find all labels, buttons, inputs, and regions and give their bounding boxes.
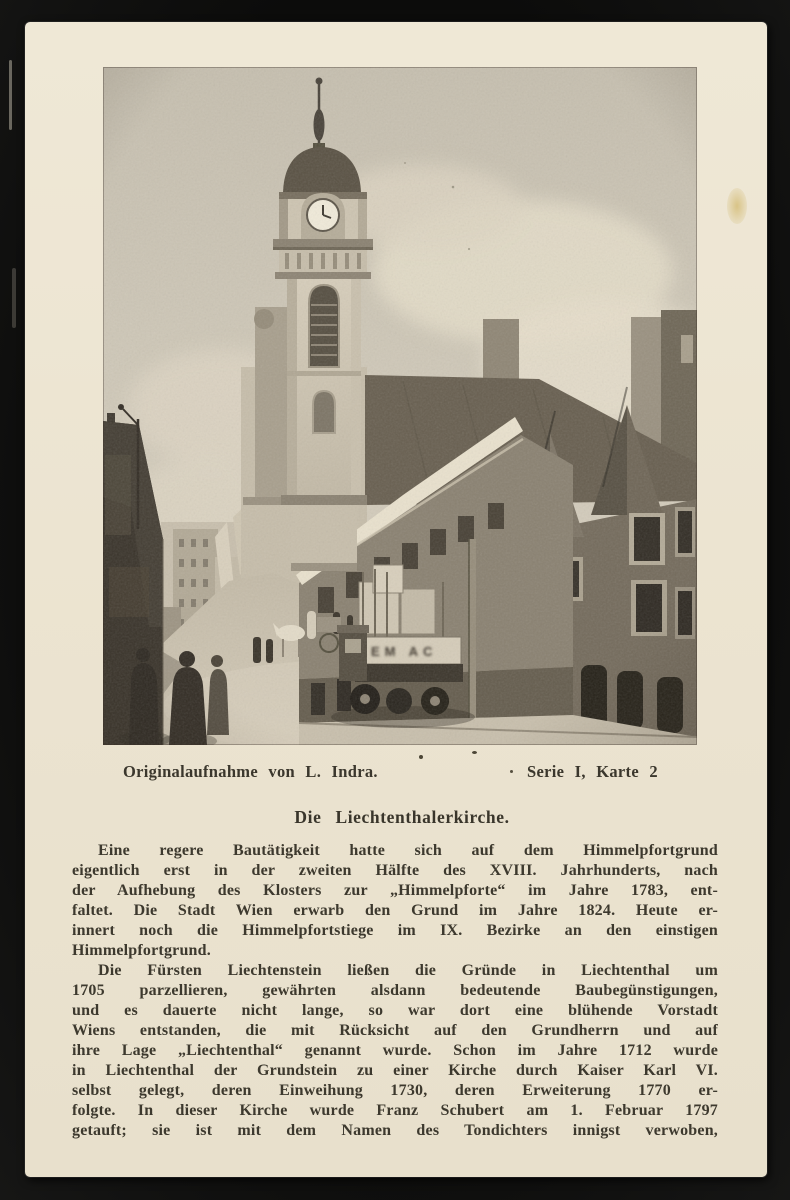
body-line: eigentlich erst in der zweiten Hälfte des XVIII. Jahrhunderts, nach [72,862,718,879]
body-line: selbst gelegt, deren Einweihung 1730, deren Erweiterung 1770 er- [72,1082,718,1099]
body-text [72,841,718,1141]
street-photo-illustration [103,67,697,745]
body-line: Wiens entstanden, die mit Rücksicht auf den Grundherrn und auf [72,1022,718,1039]
scan-artifact [9,60,12,130]
body-line: Die Fürsten Liechtenstein ließen die Gründe in Liechtenthal um [98,962,718,979]
photo-credit: Originalaufnahme von L. Indra. [123,762,378,781]
body-line: ihre Lage „Liechtenthal“ genannt wurde. Schon im Jahre 1712 wurde [72,1042,718,1059]
body-line: und es dauerte nicht lange, so war dort eine blühende Vorstadt [72,1002,718,1019]
print-speck [419,755,423,759]
page-title: Die Liechtenthalerkirche. [294,807,510,827]
scan-artifact [12,268,16,328]
series-label: Serie I, Karte 2 [527,762,658,781]
body-line: folgte. In dieser Kirche wurde Franz Schubert am 1. Februar 1797 [72,1102,718,1119]
print-speck [472,751,477,754]
print-speck [510,770,513,773]
body-line: faltet. Die Stadt Wien erwarb den Grund im Jahre 1824. Heute er- [72,902,718,919]
body-line: 1705 parzellieren, gewährten alsdann bedeutende Baubegünstigungen, [72,982,718,999]
body-line: der Aufhebung des Klosters zur „Himmelpforte“ im Jahre 1783, ent- [72,882,718,899]
street-photo [103,67,697,745]
body-line: innert noch die Himmelpfortstiege im IX. Bezirke an den einstigen [72,922,718,939]
body-line: Eine regere Bautätigkeit hatte sich auf dem Himmelpfortgrund [98,842,718,859]
film-grain [103,67,697,745]
body-line: getauft; sie ist mit dem Namen des Tondichters innigst verwoben, [72,1122,718,1139]
photo-caption-row [25,762,767,786]
body-line: Himmelpfortgrund. [72,942,211,959]
body-line: in Liechtenthal der Grundstein zu einer Kirche durch Kaiser Karl VI. [72,1062,718,1079]
postcard [25,22,767,1177]
edge-stain [727,188,747,224]
